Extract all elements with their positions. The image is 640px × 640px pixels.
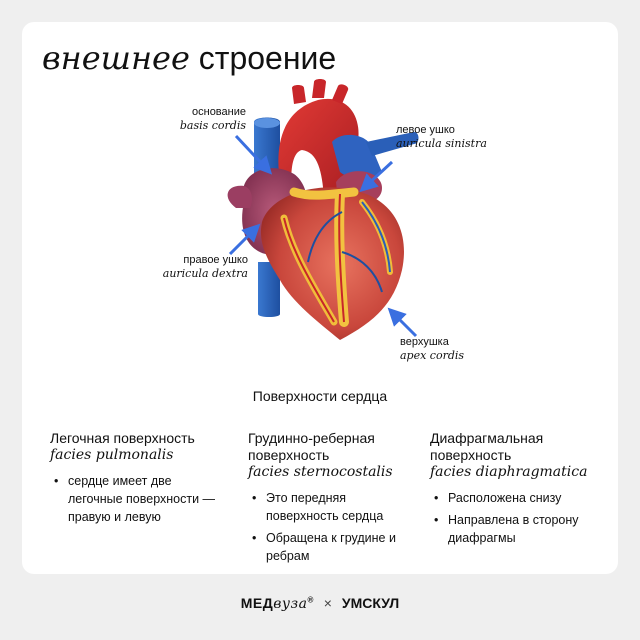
label-basis-lat: basis cordis: [179, 119, 246, 132]
surface-name: Грудинно-реберная поверхность: [248, 430, 375, 463]
label-auricula-dextra-ru: правое ушко: [183, 254, 248, 266]
label-apex-ru: верхушка: [400, 336, 449, 348]
surface-latin: facies pulmonalis: [50, 447, 174, 463]
surface-column-sternocostalis: [248, 430, 420, 569]
label-auricula-sinistra-ru: левое ушко: [396, 124, 455, 136]
registered-mark: ®: [307, 595, 314, 605]
label-basis-ru: основание: [192, 106, 246, 118]
surface-bullets: [430, 489, 608, 547]
surface-latin: facies sternocostalis: [248, 464, 393, 480]
label-auricula-dextra: [163, 254, 248, 280]
surface-column-pulmonalis: [50, 430, 220, 530]
bullet-item: • Обращена к грудине и ребрам: [266, 529, 420, 565]
bullet-item: • Направлена в сторону диафрагмы: [448, 511, 608, 547]
label-auricula-dextra-lat: auricula dextra: [162, 267, 248, 280]
brand-medvuza-part1: МЕД: [240, 595, 274, 611]
heart-illustration: [22, 22, 618, 382]
surface-latin: facies diaphragmatica: [430, 464, 588, 480]
bullet-item: • Это передняя поверхность сердца: [266, 489, 420, 525]
surface-bullets: [50, 472, 220, 526]
label-apex-lat: apex cordis: [400, 349, 465, 362]
surface-bullets: [248, 489, 420, 565]
arrow-apex: [394, 314, 416, 336]
surfaces-title: Поверхности сердца: [252, 388, 388, 404]
title-italic: внешнее: [42, 39, 190, 77]
brand-medvuza-part2: вуза: [273, 596, 308, 612]
brand-medvuza-logo: [241, 595, 314, 611]
label-apex-cordis: [400, 336, 464, 362]
bullet-item: • Расположена снизу: [448, 489, 608, 507]
bullet-item: • сердце имеет две легочные поверхности — правую и левую: [68, 472, 220, 526]
label-basis-cordis: [180, 106, 246, 132]
surface-name: Легочная поверхность: [50, 430, 195, 446]
title-regular: строение: [198, 40, 337, 76]
surface-column-diaphragmatica: [430, 430, 608, 551]
cross-icon: ×: [323, 595, 332, 611]
label-auricula-sinistra-lat: auricula sinistra: [396, 137, 487, 150]
label-auricula-sinistra: [396, 124, 487, 150]
footer-brands: [0, 595, 640, 612]
brand-umskul-logo: УМСКУЛ: [341, 595, 400, 611]
content-card: [22, 22, 618, 574]
surface-name: Диафрагмальная поверхность: [430, 430, 544, 463]
